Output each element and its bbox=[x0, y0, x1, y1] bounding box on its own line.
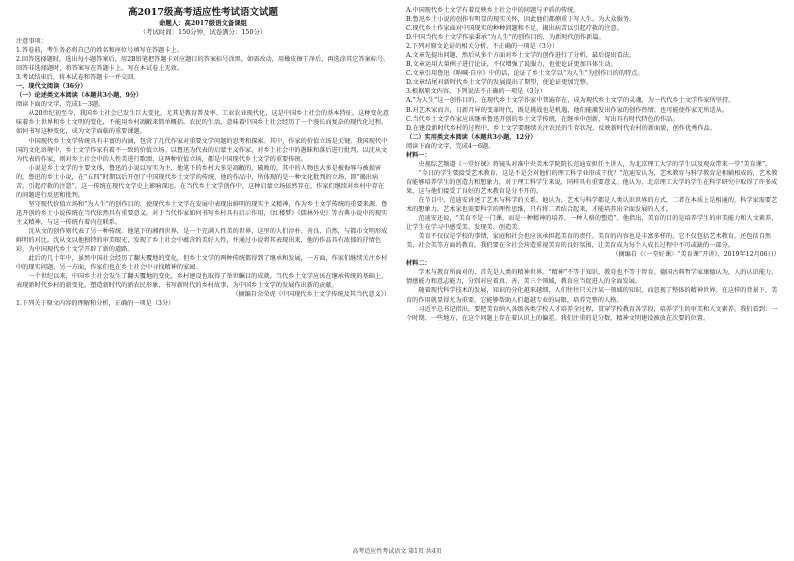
material-paragraph: 央视综艺频道《一堂好课》将镜头对准中央美术学院院长范迪安担任主讲人，为北京理工大学的学生以及观众带来一堂“美育课”。 bbox=[418, 160, 772, 168]
passage-paragraph: 中国现代乡土文学传统具有丰富的内涵，包含了几代作家对重要文学问题的思考和探索。其中，作家的价值立场是关键。我国现代中国的文化语境中，乡土文学作家有着不一致的价值立场。以鲁迅为代表的启蒙主义作家，对乡土社会中的愚昧和落后进行批判，以沈从文为代表的作家，则对乡土社会中的人性美进行歌颂，这两种价值立场，都是中国现代乡土文学的重要传统。 bbox=[16, 137, 388, 163]
material-paragraph: 习近平总书记指出，要把美育纳入各级各类学校人才培养全过程，贯穿学校教育各学段，培养学生的审美和人文素养。我们看到：一个时期、一些地方，在这个问题上存在着认识上的偏差。我们注重的是分数，精神文明建设被放在次要的位置。 bbox=[406, 305, 778, 322]
material-paragraph: 范迪安还说，“美育不是一门课，而是一种精神的培养，一种人格的塑造”。他指出，美育的目的是培养学生的审美能力和人文素养，让学生在学习中感受美、发现美、创造美。 bbox=[406, 215, 778, 232]
option: A.文章先提出问题，然后从多个方面对乡土文学的创作进行了分析，最后提出看法。 bbox=[406, 52, 636, 60]
option: B.鲁迅乡土小说的创作有明显的现实关怀，因此他们都侧重于写人生，为大众服务。 bbox=[406, 16, 636, 24]
option: A.中国现代乡土文学有着反映乡土社会中的问题与矛盾的传统。 bbox=[406, 7, 580, 14]
material-paragraph: 学术与教育所面对的，首先是人类的精神世界。“精神”不等于知识，教育也不等于智育。德国古典哲学家康德认为，人的认识能力、情感能力和意志能力，分别对应着真、善、美三个领域，教育应当促进人的全面发展。 bbox=[406, 269, 778, 286]
question-3: 3.根据原文内容，下列说法不正确的一项是（3分） bbox=[406, 88, 546, 96]
option: D.在建设新时代乡村的过程中，乡土文学要继续关注农民的生存状况，反映新时代农村的新面貌，创作优秀作品。 bbox=[406, 124, 716, 132]
passage-paragraph: 一个世纪以来，中国乡土社会发生了翻天覆地的变化，乡村建设也取得了举世瞩目的成就。当代乡土文学应该在继承传统的基础上，表现新时代乡村的新变化，塑造新时代的新农民形象，书写新时代的乡村故事，为中国乡土文学的发展作出新的贡献。 bbox=[16, 273, 388, 290]
passage-paragraph: 坚守现代价值立场和“为人生”的创作目的，使现代乡土文学在发展中表现出鲜明的现实主义精神，作为乡土文学传统的重要来源，鲁迅开创的乡土小说传统在当代依然具有重要意义，对于当代作家如何书写乡村具有启示作用，《红楼梦》《儒林外史》等古典小说中的现实主义精神，与这一传统有着内在联系。 bbox=[16, 200, 388, 226]
option: B.文章运用大量例子进行论证，不仅增强了说服力，也使论证更加具体生动。 bbox=[406, 61, 617, 69]
setter-line: 命题人：高2017级语文备课组 bbox=[158, 19, 248, 27]
option: D.文章结尾对新时代乡土文学的发展提出了期望，使论证更加完整。 bbox=[406, 79, 593, 87]
exam-info: （考试时间：150分钟，试卷满分：150分） bbox=[139, 28, 267, 36]
notice-item: 3.考试结束后，将本试卷和答题卡一并交回。 bbox=[16, 74, 140, 82]
material-paragraph: 在节目中，范迪安讲述了艺术与科学的关系，他认为，艺术与科学都是人类认识世界的方式，二者在本质上是相通的，科学家需要艺术的想象力，艺术家也需要科学的理性思维，只有将二者结合起来，才能培养出全面发展的人才。 bbox=[406, 196, 778, 214]
notice-item: 2.回答选择题时，选出每小题答案后，用2B铅笔把答题卡对应题目的答案标号涂黑。如需改动，用橡皮擦干净后，再选涂其它答案标号。回答非选择题时，将答案写在答题卡上。写在本试卷上无效。 bbox=[16, 56, 390, 73]
material-paragraph: 随着现代科学技术的发展，知识的分化越来越细，人们往往只关注某一领域的知识，而忽视了整体的精神世界。在这样的背景下，美育的作用就显得尤为重要，它能够帮助人们超越专业的局限，培养完整的人格。 bbox=[406, 287, 778, 304]
material-heading: 材料二： bbox=[406, 260, 431, 268]
option: C.现代乡土作家面对中国现实的种种问题和不足，揭出病苦以引起疗救的注意。 bbox=[406, 25, 623, 33]
question-2: 2.下列对原文论证的相关分析，不正确的一项是（3分） bbox=[406, 43, 559, 51]
right-column bbox=[406, 6, 780, 539]
notice-heading: 注意事项： bbox=[16, 38, 47, 45]
page-title: 高2017级高考适应性考试语文试题 bbox=[128, 7, 278, 18]
option: A.“为人生”这一创作目的，在现代乡土文学作家中普遍存在，成为现代乡土文学的灵魂，为一代代乡土文学作家所坚持。 bbox=[406, 97, 735, 105]
option: D.中国当代乡土文学作家秉承“为人生”的创作目的，为新时代创作新篇。 bbox=[406, 34, 605, 42]
instruction: 阅读下面的文字，完成1～3题。 bbox=[16, 101, 105, 109]
option: B.对艺术家而言，日新月异的变革时代，既是挑战也是机遇，他们能激发出作家的创作热情，也可能使作家无所适从。 bbox=[406, 106, 729, 114]
subsection-heading: （一）论述类文本阅读（本题共3小题，9分） bbox=[16, 92, 143, 100]
source-citation: （摘编自《〈一堂好课〉“美育课”开讲》，2019年12月06日） bbox=[612, 251, 780, 259]
question-1: 1.下列关于原文内容的理解和分析，正确的一项是（3分） bbox=[16, 300, 175, 308]
notice-item: 1.答卷前，考生务必将自己的姓名和座位号填写在答题卡上。 bbox=[16, 47, 183, 55]
subsection-heading: （二）实用类文本阅读（本题共3小题，12分） bbox=[406, 133, 537, 141]
left-column bbox=[16, 6, 390, 539]
passage-paragraph: 此后的几十年中，虽然中国社会经历了翻天覆地的变化，但乡土文学的两种传统都得到了继承和发展，一方面，作家们继续关注乡村中的现实问题，另一方面，作家们也在乡土社会中寻找精神的家园。 bbox=[16, 255, 388, 272]
material-heading: 材料一： bbox=[406, 151, 431, 159]
material-paragraph: “今日的学生要接受艺术教育，这是不是会对他们的理工科学业形成干扰？”范迪安认为，艺术教育与科学教育是相辅相成的，艺术教育能够培养学生的创造力和想象力，对于理工科学生来说，同样具有重要意义。他认为，北京理工大学的学生在科学研究中取得了许多成果，这与他们接受了良好的艺术教育是分不开的。 bbox=[406, 169, 778, 195]
instruction: 阅读下面的文字，完成4～6题。 bbox=[406, 142, 495, 150]
section-heading: 一、现代文阅读（36分） bbox=[16, 83, 87, 91]
passage-paragraph: 沈从文的创作则代表了另一种传统。他笔下的湘西世界，是一个充满人性美的世界，这里的人们淳朴、善良、自然，与都市文明形成鲜明的对比。沈从文以他独特的审美眼光，发现了乡土社会中蕴含的美好人性，并通过小说将其表现出来，他的作品具有浓郁的抒情色彩，为中国现代乡土文学开辟了新的道路。 bbox=[16, 227, 388, 254]
option: C.文章引用鲁迅《呐喊·自序》中的话，论证了乡土文学以“为人生”为创作目的的特点。 bbox=[406, 70, 644, 78]
passage-paragraph: 小说是乡土文学的主要文体，鲁迅的小说以写实为主，他笔下的乡村大多是凋敝的、破败的，其中的人物也大多是被侮辱与被损害的，鲁迅的乡土小说，在“五四”时期以后开创了中国现代乡土文学的传统，他的作品中，所体现的是一种文化批判的立场，即“揭出病苦，引起疗救的注意”，这一传统在现代文学史上影响深远。在当代乡土文学创作中，这种启蒙立场依然存在，作家们继续对乡村中存在的问题进行反思和批判。 bbox=[16, 164, 385, 199]
option: C.当代乡土文学作家应该继承鲁迅开创的乡土文学传统，在继承中创新，写出具有时代特色的作品。 bbox=[406, 115, 679, 123]
page-footer: 高考适应性考试语文 第1页 共4页 bbox=[352, 548, 442, 555]
source-citation: （摘编自余荣虎《中国现代乡土文学传统及其当代意义》） bbox=[232, 291, 390, 299]
passage-paragraph: 从20世纪初至今，我国乡土社会已发生巨大变化，尤其是教育普及率、工业农业现代化，这是中国乡土社会的基本特征。这种变化意味着乡土世界和乡土文明的变化，不能用乡村凋敝来简单概括。农民的生活，意味着中国乡土社会经历了一个漫长而复杂的现代化过程，如何书写这种变化，成为文学面临的重要课题。 bbox=[16, 110, 389, 136]
material-paragraph: 美育不仅仅是学校的事情，家庭和社会也应该承担起美育的责任。美育的内容也是丰富多样的，它不仅包括艺术教育，还包括自然美、社会美等方面的教育。我们要在全社会营造重视美育的良好氛围，让美育成为每个人成长过程中不可或缺的一部分。 bbox=[406, 233, 772, 250]
